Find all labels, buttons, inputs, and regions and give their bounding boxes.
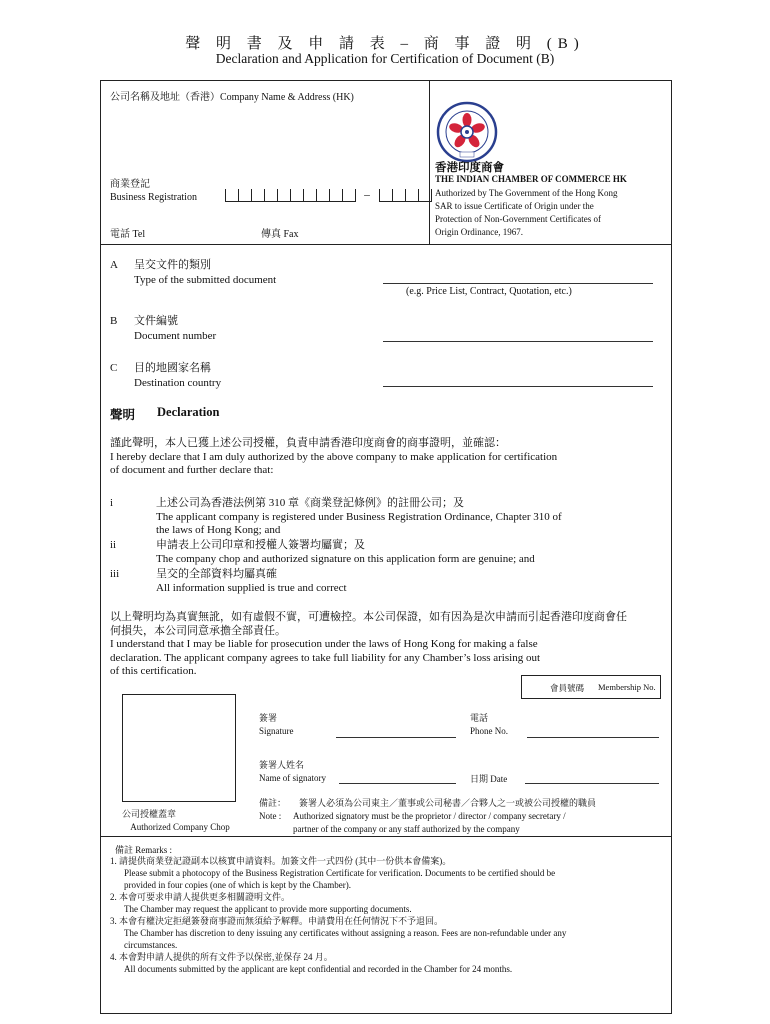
title-chinese: 聲 明 書 及 申 請 表 – 商 事 證 明 (B): [185, 36, 585, 52]
declaration-item-1: 上述公司為香港法例第 310 章《商業登記條例》的註冊公司；及 The applicant company is registered under Business Registration Ordinance, Chapter 310 of the laws of Hong Kong; and: [156, 497, 562, 536]
membership-label-chinese: 會員號碼: [550, 683, 585, 693]
field-c-label: 目的地國家名稱 Destination country: [134, 362, 222, 389]
company-chop-box[interactable]: [122, 694, 236, 802]
date-line[interactable]: [525, 783, 659, 784]
remarks-list: [110, 855, 566, 975]
field-a-line[interactable]: [383, 283, 653, 284]
fax-label: 傳真 Fax: [261, 229, 299, 240]
remark-4: 4. 本會對申請人提供的所有文件予以保密,並保存 24 月。 All documents submitted by the applicant are kept confidential and recorded in the Chamber for 24 months.: [110, 952, 513, 974]
field-a-hint: (e.g. Price List, Contract, Quotation, etc.): [406, 286, 572, 297]
field-b-letter: B: [110, 315, 118, 327]
remark-2: 2. 本會可要求申請人提供更多相關證明文件。 The Chamber may request the applicant to provide more supporting documents.: [110, 892, 412, 914]
signatory-note: 備註： 簽署人必須為公司東主／董事或公司秘書／合夥人之一或被公司授權的職員 Note : Authorized signatory must be the proprietor / director / company secretary / partner of the company or any staff authorized by the company: [259, 798, 597, 834]
date-label: 日期 Date: [470, 774, 508, 784]
declaration-item-2: 申請表上公司印章和授權人簽署均屬實；及 The company chop and authorized signature on this application form are genuine; and: [156, 539, 535, 565]
field-c-letter: C: [110, 362, 118, 374]
field-c-line[interactable]: [383, 386, 653, 387]
field-b-line[interactable]: [383, 341, 653, 342]
title-english: Declaration and Application for Certification of Document (B): [215, 51, 555, 66]
membership-box[interactable]: [521, 675, 661, 699]
membership-label-english: Membership No.: [598, 682, 656, 692]
declaration-item-3-number: iii: [110, 568, 120, 580]
phone-label: 電話 Phone No.: [470, 713, 508, 736]
business-registration-label: 商業登記 Business Registration: [110, 179, 197, 203]
business-registration-boxes[interactable]: –: [225, 186, 431, 204]
remark-1: 1. 請提供商業登記證副本以核實申請資料。加簽文件一式四份 (其中一份供本會備案)。 Please submit a photocopy of the Business Registration Certificate for verification. Documents to be certified should be provided in four copies (one of which is kept by the Chamber).: [110, 856, 556, 890]
remarks-heading: 備註 Remarks :: [115, 845, 172, 855]
declaration-item-2-number: ii: [110, 539, 117, 551]
form-frame: [100, 80, 672, 1014]
liability-statement: 以上聲明均為真實無訛，如有虛假不實，可遭檢控。本公司保證，如有因為是次申請而引起香港印度商會任 何損失，本公司同意承擔全部責任。 I understand that I may be liable for prosecution under the laws of Hong Kong for making a false declaration. The applicant company agrees to take full liability for any Chamber’s loss arising out of this certification.: [110, 611, 627, 677]
tel-label: 電話 Tel: [110, 229, 146, 240]
signature-line[interactable]: [336, 737, 456, 738]
signature-label: 簽署 Signature: [259, 713, 294, 736]
chamber-name-chinese: 香港印度商會: [435, 162, 504, 174]
declaration-heading-chinese: 聲明: [110, 408, 136, 422]
remark-3: 3. 本會有權決定拒絕簽發商事證而無須給予解釋。申請費用在任何情況下不予退回。 The Chamber has discretion to deny issuing any certificates without assigning a reason. Fees are non-refundable under any circumstances.: [110, 916, 567, 950]
signatory-name-line[interactable]: [339, 783, 456, 784]
phone-line[interactable]: [527, 737, 659, 738]
company-chop-label: 公司授權蓋章 Authorized Company Chop: [122, 809, 230, 832]
signatory-name-label: 簽署人姓名 Name of signatory: [259, 760, 326, 783]
chamber-authorization: Authorized by The Government of the Hong Kong SAR to issue Certificate of Origin under the Protection of Non-Government Certificates of Origin Ordinance, 1967.: [435, 188, 618, 237]
field-a-label: 呈交文件的類別 Type of the submitted document: [134, 259, 277, 286]
field-a-letter: A: [110, 259, 118, 271]
declaration-intro: 謹此聲明，本人已獲上述公司授權，負責申請香港印度商會的商事證明，並確認： I hereby declare that I am duly authorized by the above company to make application for certification of document and further declare that:: [110, 437, 558, 476]
declaration-heading-english: Declaration: [157, 405, 220, 419]
chamber-logo: [436, 101, 498, 163]
chamber-name-english: THE INDIAN CHAMBER OF COMMERCE HK: [435, 174, 627, 184]
field-b-label: 文件編號 Document number: [134, 315, 217, 342]
company-name-label: 公司名稱及地址（香港）Company Name & Address (HK): [110, 92, 354, 103]
declaration-item-3: 呈交的全部資料均屬真確 All information supplied is true and correct: [156, 568, 347, 594]
declaration-item-1-number: i: [110, 497, 114, 509]
